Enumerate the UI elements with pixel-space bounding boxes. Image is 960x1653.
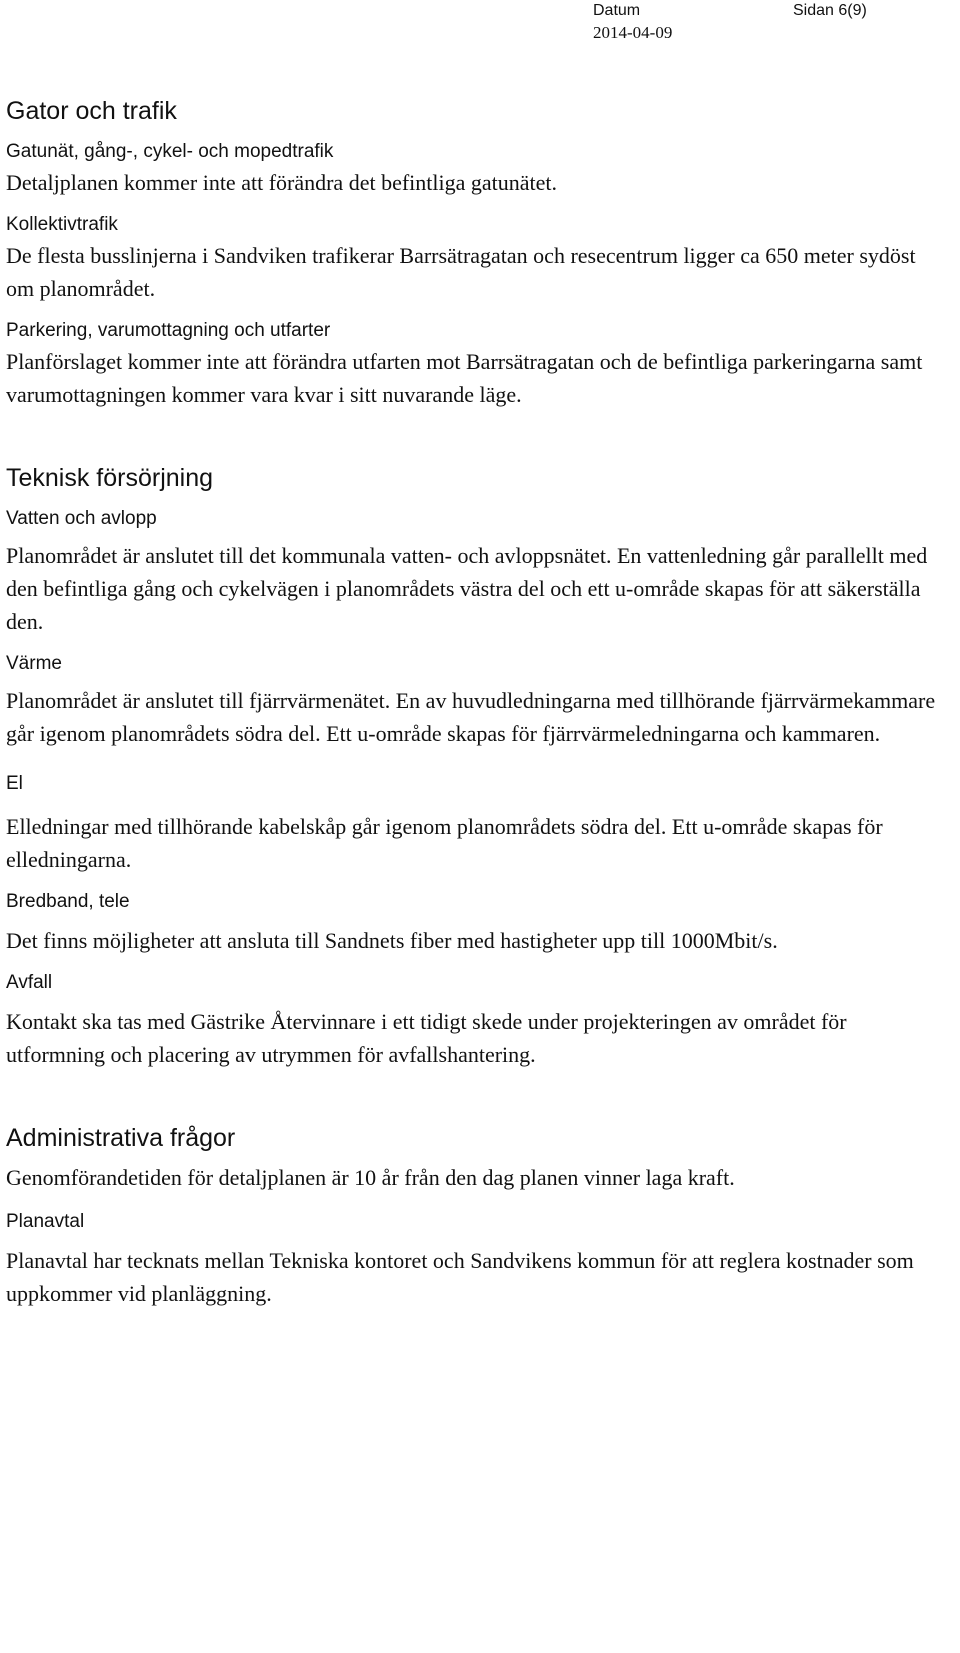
subsection-text: De flesta busslinjerna i Sandviken trafikerar Barrsätragatan och resecentrum ligger ca 650 meter sydöst om planområdet.	[6, 243, 916, 301]
section-title: Teknisk försörjning	[6, 464, 214, 492]
section-teknisk-forsorjning	[6, 463, 941, 1071]
subsection-avfall	[6, 971, 941, 1071]
subsection-heading: Planavtal	[6, 1211, 85, 1232]
subsection-text: Kontakt ska tas med Gästrike Återvinnare i ett tidigt skede under projekteringen av området för utformning och placering av utrymmen för avfallshantering.	[6, 1009, 847, 1067]
document-body	[6, 96, 941, 1310]
section-gator-och-trafik	[6, 96, 941, 411]
subsection-text: Det finns möjligheter att ansluta till Sandnets fiber med hastigheter upp till 1000Mbit/s.	[6, 928, 778, 953]
subsection-heading: Vatten och avlopp	[6, 508, 157, 529]
section-administrativa-fragor	[6, 1123, 941, 1310]
subsection-text: Elledningar med tillhörande kabelskåp går igenom planområdets södra del. Ett u-område skapas för elledningarna.	[6, 814, 883, 872]
date-value: 2014-04-09	[593, 23, 673, 42]
subsection-parkering	[6, 319, 941, 411]
subsection-planavtal	[6, 1210, 941, 1310]
subsection-gatunat	[6, 140, 941, 199]
subsection-heading: El	[6, 773, 23, 794]
subsection-bredband-tele	[6, 890, 941, 957]
subsection-text: Planförslaget kommer inte att förändra utfarten mot Barrsätragatan och de befintliga parkeringarna samt varumottagningen kommer vara kvar i sitt nuvarande läge.	[6, 349, 923, 407]
section-title: Gator och trafik	[6, 97, 177, 125]
subsection-heading: Gatunät, gång-, cykel- och mopedtrafik	[6, 141, 334, 162]
subsection-text: Planområdet är anslutet till det kommunala vatten- och avloppsnätet. En vattenledning går parallellt med den befintliga gång och cykelvägen i planområdets västra del och ett u-område skapas för att säkerställa den.	[6, 543, 928, 634]
subsection-heading: Parkering, varumottagning och utfarter	[6, 320, 331, 341]
subsection-vatten-och-avlopp	[6, 507, 941, 638]
subsection-text: Planavtal har tecknats mellan Tekniska kontoret och Sandvikens kommun för att reglera kostnader som uppkommer vid planläggning.	[6, 1248, 914, 1306]
page-number: Sidan 6(9)	[793, 2, 867, 19]
section-intro: Genomförandetiden för detaljplanen är 10 år från den dag planen vinner laga kraft.	[6, 1165, 735, 1190]
subsection-heading: Kollektivtrafik	[6, 214, 118, 235]
subsection-text: Planområdet är anslutet till fjärrvärmenätet. En av huvudledningarna med tillhörande fjärrvärmekammare går igenom planområdets södra del. Ett u-område skapas för fjärrvärmeledningarna och kammaren.	[6, 688, 936, 746]
section-title: Administrativa frågor	[6, 1124, 236, 1152]
date-label: Datum	[593, 2, 641, 19]
subsection-text: Detaljplanen kommer inte att förändra det befintliga gatunätet.	[6, 170, 558, 195]
page-header	[0, 0, 960, 60]
subsection-heading: Värme	[6, 653, 62, 674]
subsection-kollektivtrafik	[6, 213, 941, 305]
subsection-heading: Avfall	[6, 972, 53, 993]
subsection-heading: Bredband, tele	[6, 891, 130, 912]
subsection-el	[6, 772, 941, 876]
subsection-varme	[6, 652, 941, 750]
